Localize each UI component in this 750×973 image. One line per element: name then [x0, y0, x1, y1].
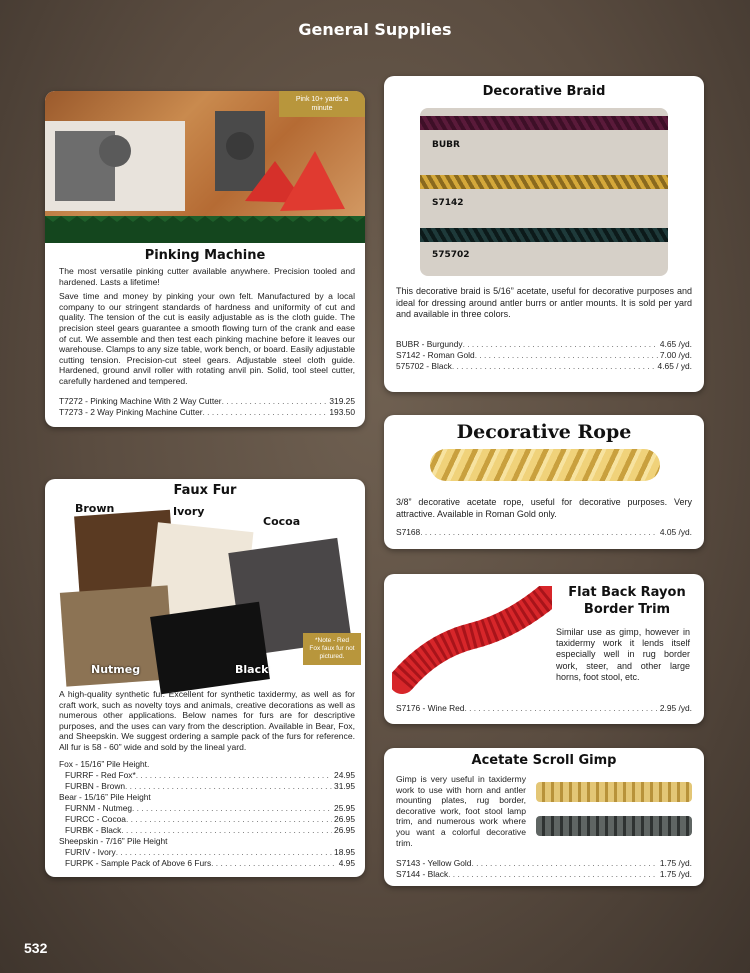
item-label: 575702 - Black [396, 361, 452, 371]
price-row [396, 361, 692, 372]
decorative-braid-card [384, 76, 704, 392]
price-row [396, 350, 692, 361]
braid-price-list [396, 339, 692, 372]
item-price: 18.95 [334, 847, 355, 857]
rope-description: 3/8” decorative acetate rope, useful for decorative purposes. Very attractive. Available in Roman Gold only. [396, 497, 692, 519]
item-price: 26.95 [334, 814, 355, 824]
item-price: 2.95 /yd. [659, 703, 692, 713]
fur-label-brown: Brown [75, 502, 115, 515]
item-label: FURCC - Cocoa [65, 814, 126, 824]
price-row [59, 858, 355, 869]
fur-label-black: Black [235, 663, 269, 676]
item-label: FURBK - Black [65, 825, 122, 835]
pinking-desc-2: Save time and money by pinking your own felt. Manufactured by a local company to our stringent standards of hardness and uniformity of cut and quality. The tension of the cut is easily adjustable as is the cloth guide. The precision steel gears guarantee a smooth flowing turn of the crank and ease of cut. We assemble and then test each pinking machine before it leaves our warehouse. Clamps to any size table, work bench, or board. Easily adjustable cutting tension. Precision-cut steel gears. Adjustable steel cloth guide. Hardened, ground anvil roller with rotating anvil pin. Solid, tool steel cutter, carefully hardened and tempered. [59, 291, 355, 386]
price-row [396, 869, 692, 880]
item-label: FURIV - Ivory [65, 847, 116, 857]
item-price: 7.00 /yd. [659, 350, 692, 360]
braid-description: This decorative braid is 5/16” acetate, useful for decorative purposes and ideal for dressing around antler burrs or antler mounts. It is sold per yard and available in three colors. [396, 286, 692, 319]
pinking-price-list [59, 396, 355, 418]
page-header: General Supplies [298, 20, 452, 39]
fur-label-nutmeg: Nutmeg [91, 663, 141, 676]
item-label: S7176 - Wine Red [396, 703, 465, 713]
item-price: 26.95 [334, 825, 355, 835]
price-row [59, 396, 355, 407]
faux-fur-title: Faux Fur [173, 483, 237, 498]
price-row [59, 407, 355, 418]
faux-fur-card [45, 479, 365, 877]
rope-photo [430, 449, 660, 481]
fur-swatch-black [150, 602, 270, 695]
braid-label-bubr: BUBR [432, 140, 460, 150]
price-row [59, 814, 355, 825]
rayon-trim-photo [392, 586, 552, 696]
braid-black [420, 228, 668, 242]
item-label: S7143 - Yellow Gold [396, 858, 472, 868]
item-label: BUBR - Burgundy [396, 339, 463, 349]
rayon-description: Similar use as gimp, however in taxidermy work it lends itself especially well in rug border work, steer, and other large horns, foot stool, etc. [556, 627, 690, 682]
gimp-gold-swatch [536, 782, 692, 802]
braid-gold [420, 175, 668, 189]
decorative-rope-card [384, 415, 704, 549]
braid-title: Decorative Braid [482, 84, 606, 99]
item-label: S7168 [396, 527, 421, 537]
item-label: T7273 - 2 Way Pinking Machine Cutter [59, 407, 203, 417]
pinking-machine-photo [45, 91, 365, 243]
scroll-gimp-card [384, 748, 704, 886]
rayon-title [556, 584, 698, 618]
gimp-black-swatch [536, 816, 692, 836]
item-label: FURRF - Red Fox* [65, 770, 136, 780]
item-label: FURPK - Sample Pack of Above 6 Furs [65, 858, 212, 868]
fur-group-head: Sheepskin - 7/16” Pile Height [59, 836, 168, 846]
price-row [59, 847, 355, 858]
rayon-title-line-1: Flat Back Rayon [568, 585, 686, 600]
braid-burgundy [420, 116, 668, 130]
gimp-title: Acetate Scroll Gimp [471, 753, 617, 768]
fur-description: A high-quality synthetic fur. Excellent for synthetic taxidermy, as well as for craft work, such as novelty toys and animals, creative decorations as well as numerous other applications. Below names for furs are for descriptive purposes, and the uses can vary from the description. Available in Bear, Fox, and Sheepskin. We suggest ordering a sample pack of the furs for reference. All fur is 58 - 60” wide and sold by the lineal yard. [59, 689, 355, 752]
price-row [59, 803, 355, 814]
price-row [59, 781, 355, 792]
pinking-badge: Pink 10+ yards a minute [279, 91, 365, 117]
price-row [59, 825, 355, 836]
item-price: 193.50 [329, 407, 355, 417]
item-price: 319.25 [329, 396, 355, 406]
item-price: 4.95 [338, 858, 355, 868]
rope-price-list [396, 527, 692, 538]
price-row [396, 339, 692, 350]
item-price: 4.05 /yd. [659, 527, 692, 537]
pinking-machine-card [45, 91, 365, 427]
fur-group-head: Fox - 15/16” Pile Height. [59, 759, 150, 769]
price-row [59, 770, 355, 781]
item-price: 4.65 /yd. [659, 339, 692, 349]
fur-price-list [59, 759, 355, 869]
price-row [396, 703, 692, 714]
item-label: T7272 - Pinking Machine With 2 Way Cutter [59, 396, 222, 406]
item-price: 4.65 / yd. [657, 361, 692, 371]
pinking-machine-title: Pinking Machine [144, 248, 266, 263]
braid-label-s7142: S7142 [432, 198, 464, 208]
item-label: S7142 - Roman Gold [396, 350, 475, 360]
pinking-description [59, 266, 355, 391]
rayon-price-list [396, 703, 692, 714]
braid-label-575702: 575702 [432, 250, 470, 260]
gimp-description: Gimp is very useful in taxidermy work to use with horn and antler mounting plates, rug border, decorative work, foot stool lamp trim, and numerous work where you want a colorful decorative trim. [396, 774, 526, 848]
fur-note-badge: *Note - Red Fox faux fur not pictured. [303, 633, 361, 665]
braid-photo [420, 108, 668, 276]
rope-title: Decorative Rope [456, 421, 632, 443]
fur-swatches [45, 499, 365, 687]
item-price: 1.75 /yd. [659, 869, 692, 879]
gimp-price-list [396, 858, 692, 880]
rayon-trim-card [384, 574, 704, 724]
fur-group-head: Bear - 15/16” Pile Height [59, 792, 151, 802]
item-price: 31.95 [334, 781, 355, 791]
page-number: 532 [24, 940, 48, 956]
price-row [396, 858, 692, 869]
price-row [396, 527, 692, 538]
item-price: 24.95 [334, 770, 355, 780]
pinking-desc-1: The most versatile pinking cutter available anywhere. Precision tooled and hardened. Lasts a lifetime! [59, 266, 355, 287]
rayon-title-line-2: Border Trim [583, 602, 671, 617]
fur-label-cocoa: Cocoa [263, 515, 301, 528]
item-price: 1.75 /yd. [659, 858, 692, 868]
item-label: S7144 - Black [396, 869, 449, 879]
item-label: FURBN - Brown [65, 781, 126, 791]
item-price: 25.95 [334, 803, 355, 813]
item-label: FURNM - Nutmeg [65, 803, 133, 813]
fur-label-ivory: Ivory [173, 505, 205, 518]
